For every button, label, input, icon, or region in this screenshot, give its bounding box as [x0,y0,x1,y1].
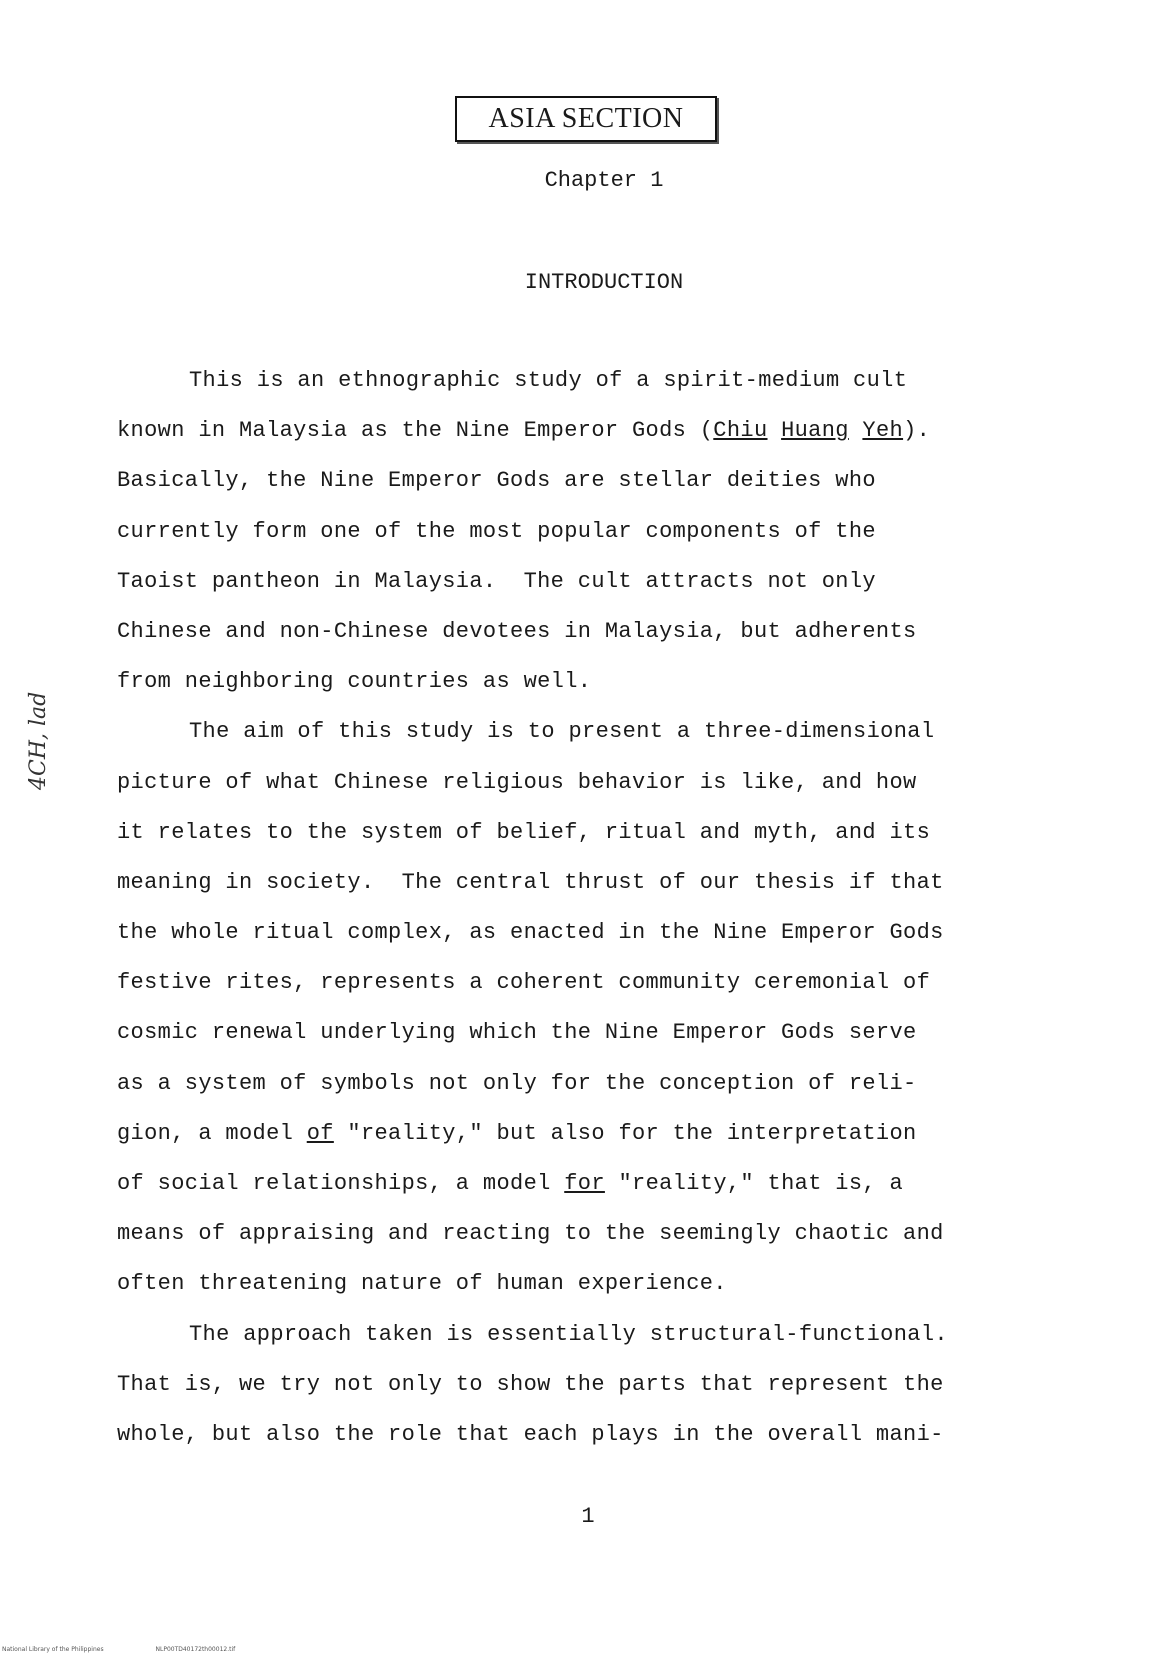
text-line: cosmic renewal underlying which the Nine Emperor Gods serve [117,1020,917,1046]
text-segment: of social relationships, a model [117,1171,565,1196]
text-segment: "reality," that is, a [604,1171,904,1196]
text-line: Chinese and non-Chinese devotees in Malaysia, but adherents [117,618,917,644]
text-line [117,1119,1057,1169]
chapter-label-text: Chapter 1 [544,168,664,193]
library-credit: National Library of the Philippines [2,1646,104,1653]
page-number-text: 1 [581,1504,595,1529]
text-line [117,1169,1057,1219]
text-segment: "reality," but also for the interpretation [333,1120,917,1146]
text-line: currently form one of the most popular components of the [117,518,876,544]
text-line: The approach taken is essentially structural-functional. [189,1321,948,1347]
text-line: Taoist pantheon in Malaysia. The cult attracts not only [117,568,876,594]
text-line [117,416,1057,466]
section-heading-box: ASIA SECTION [455,96,717,142]
text-line: That is, we try not only to show the parts that represent the [117,1371,944,1397]
text-line: The aim of this study is to present a three-dimensional [189,719,935,745]
text-line: often threatening nature of human experience. [117,1271,727,1297]
underlined-term: Huang [781,418,849,444]
text-line: This is an ethnographic study of a spirit-medium cult [189,368,908,393]
underlined-term: for [564,1171,605,1196]
page-title-text: INTRODUCTION [524,270,684,295]
text-line: festive rites, represents a coherent community ceremonial of [117,970,931,996]
text-line: from neighboring countries as well. [117,669,592,695]
text-line: Basically, the Nine Emperor Gods are stellar deities who [117,468,876,494]
page-number [0,1502,1168,1532]
scan-footer [2,1646,285,1654]
body-text [117,366,1057,1470]
text-line: means of appraising and reacting to the seemingly chaotic and [117,1221,944,1247]
text-segment: known in Malaysia as the Nine Emperor Gods ( [117,418,714,444]
text-segment: gion, a model [117,1120,307,1146]
underlined-term: Yeh [862,418,904,444]
text-line: meaning in society. The central thrust of our thesis if that [117,869,944,895]
underlined-term: of [306,1120,334,1146]
text-line: the whole ritual complex, as enacted in the Nine Emperor Gods [117,920,944,946]
handwritten-margin-note: 4CH, lad [26,691,51,790]
text-line: whole, but also the role that each plays in the overall mani- [117,1421,944,1447]
file-id: NLP00TD40172th00012.tif [155,1646,236,1653]
page-title [0,268,1168,298]
underlined-term: Chiu [713,418,768,444]
chapter-label [0,166,1168,196]
text-segment: ). [903,418,931,444]
text-line: it relates to the system of belief, ritual and myth, and its [117,819,931,845]
text-line: picture of what Chinese religious behavior is like, and how [117,769,917,795]
text-line: as a system of symbols not only for the conception of reli- [117,1070,917,1096]
